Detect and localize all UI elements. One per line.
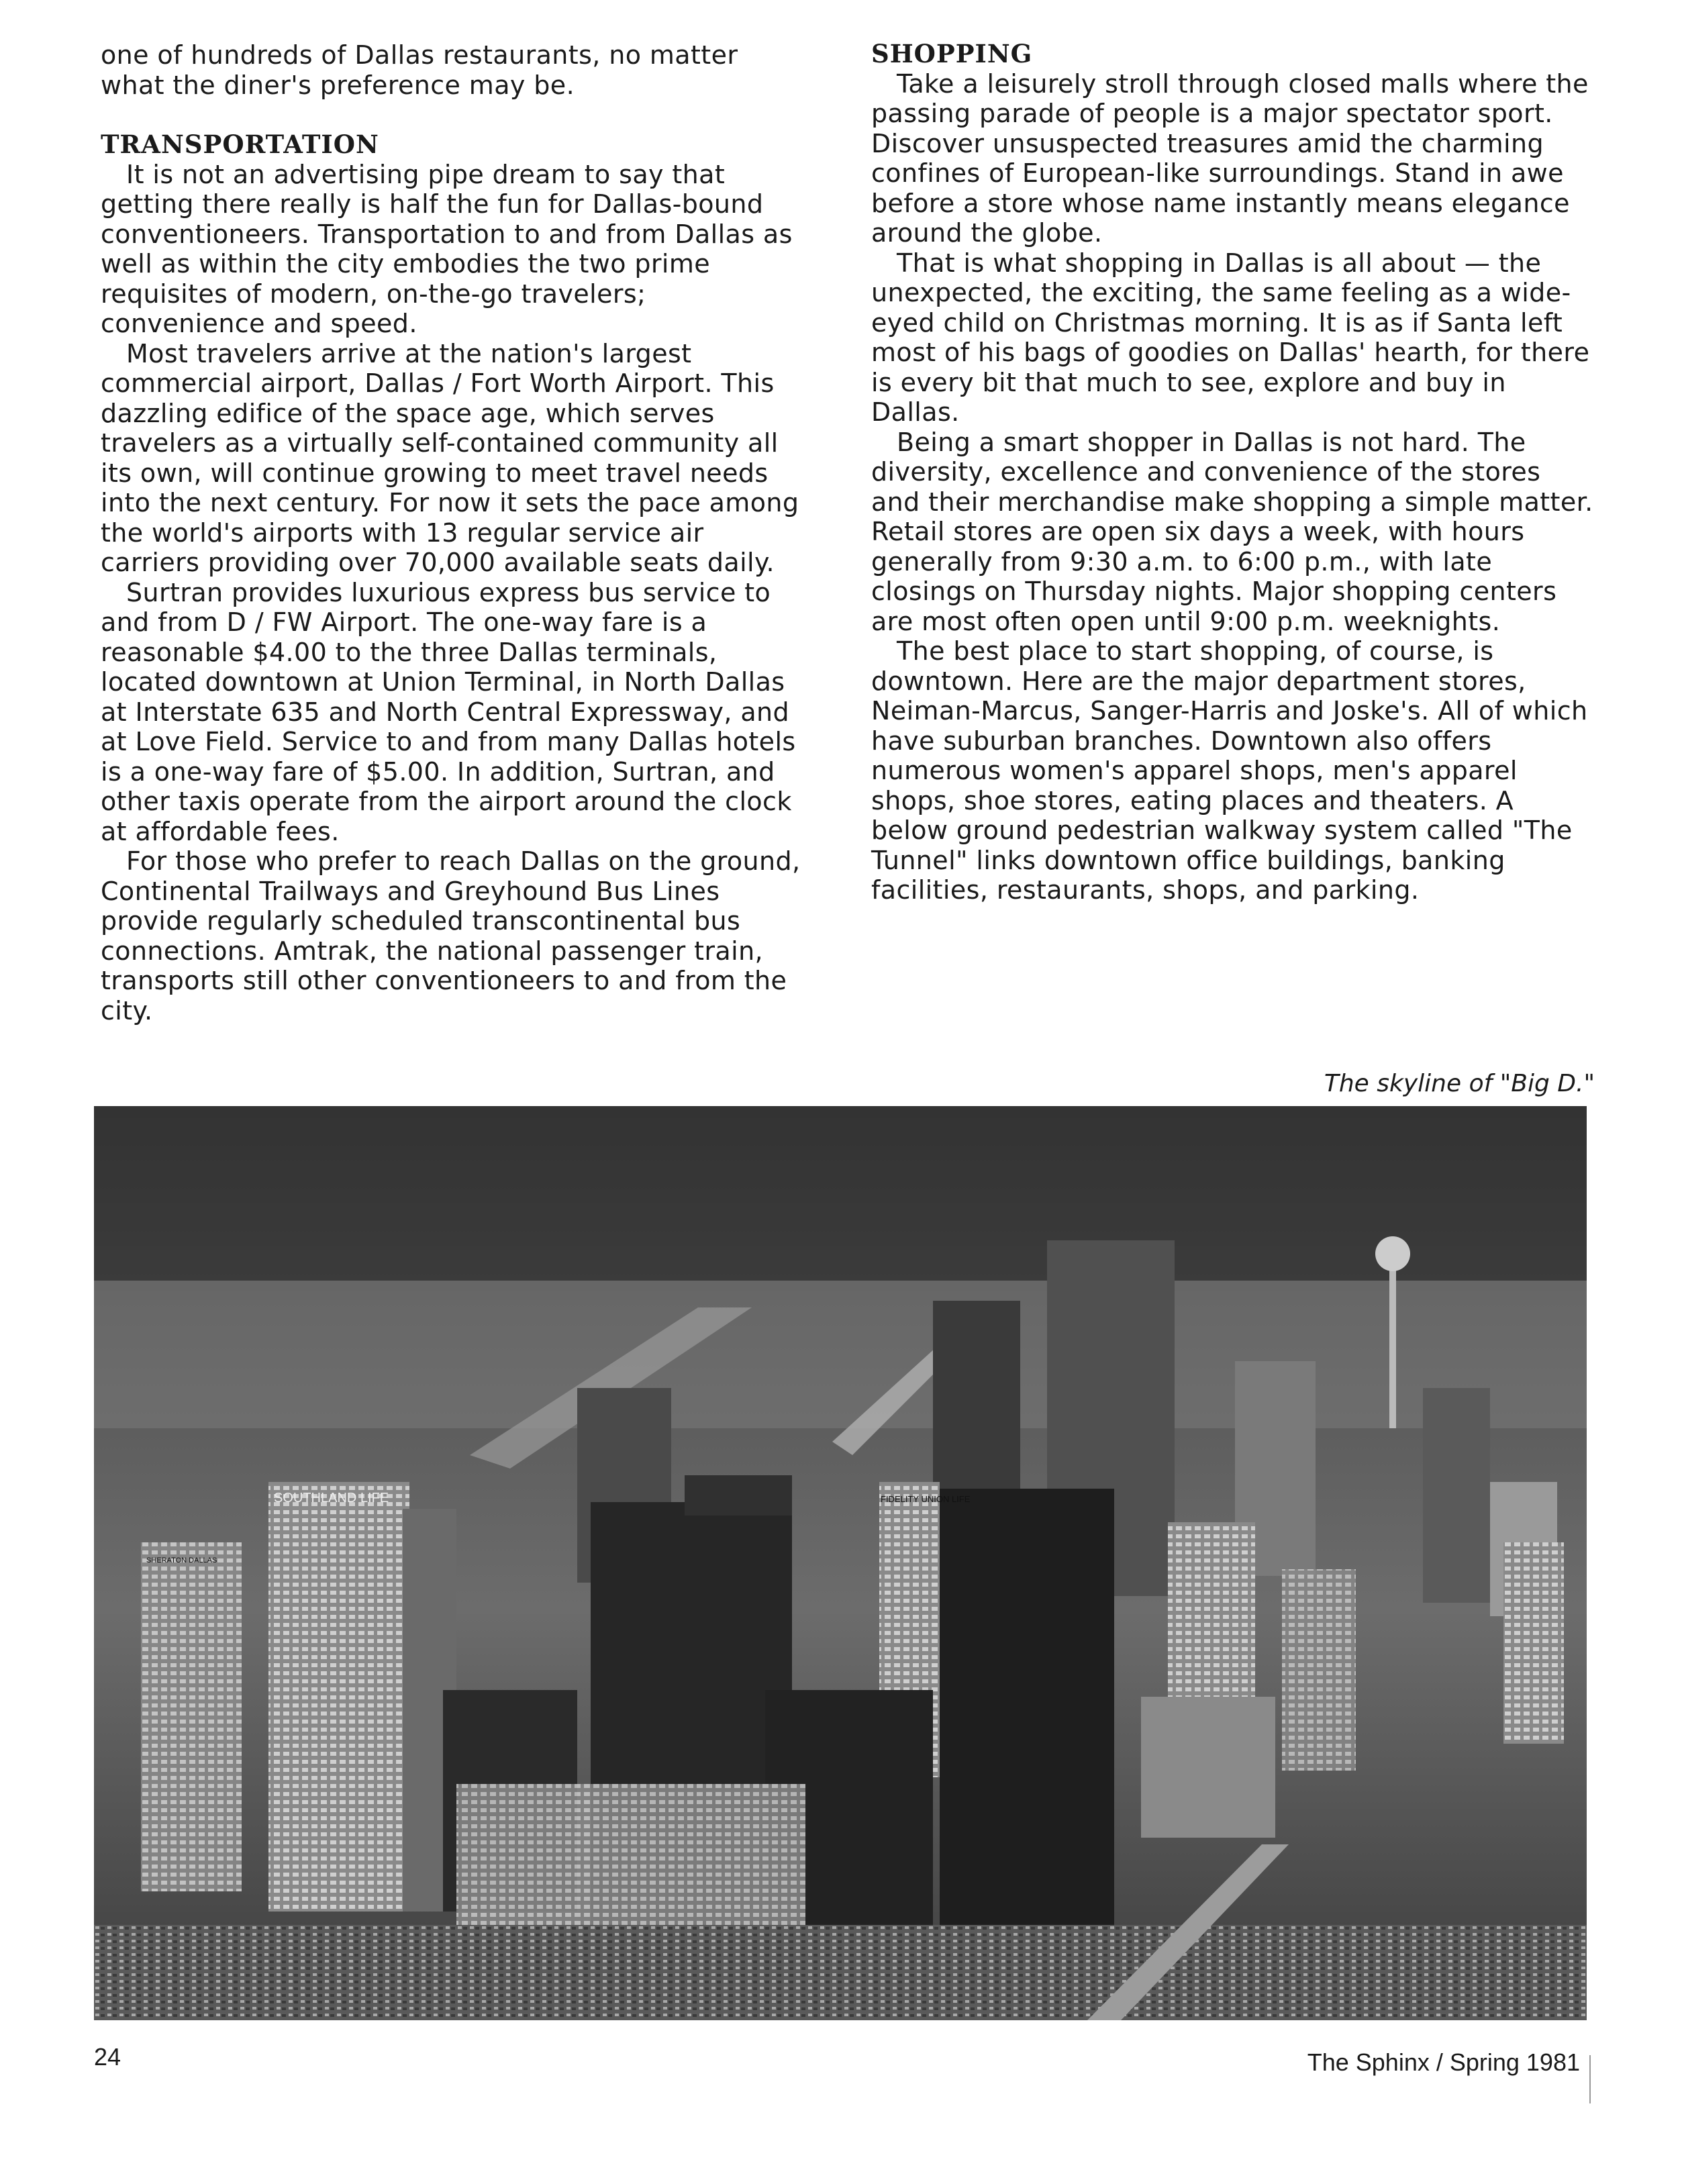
page-number: 24: [94, 2043, 121, 2071]
photo-caption: The skyline of "Big D.": [1324, 1070, 1595, 1097]
right-column: [871, 39, 1596, 905]
shopping-paragraph-3: Being a smart shopper in Dallas is not hard. The diversity, excellence and convenience of the stores and their merchandise make shopping a simple matter. Retail stores are open six days a week, with hours generally from 9:30 a.m. to 6:00 p.m., with late closings on Thursday nights. Major shopping centers are most often open until 9:00 p.m. weeknights.: [871, 427, 1593, 636]
left-column: [101, 40, 805, 1026]
transportation-heading: TRANSPORTATION: [101, 130, 379, 159]
shopping-paragraph-2: That is what shopping in Dallas is all about — the unexpected, the exciting, the same feeling as a wide-eyed child on Christmas morning. It is as if Santa left most of his bags of goodies on Dallas' hearth, for there is every bit that much to see, explore and buy in Dallas.: [871, 248, 1590, 427]
transport-paragraph-4: For those who prefer to reach Dallas on the ground, Continental Trailways and Greyhound Bus Lines provide regularly scheduled transcontinental bus connections. Amtrak, the national passenger train, transports still other conventioneers to and from the city.: [101, 846, 801, 1026]
intro-paragraph: one of hundreds of Dallas restaurants, no matter what the diner's preference may be.: [101, 40, 738, 100]
shopping-paragraph-4: The best place to start shopping, of course, is downtown. Here are the major department stores, Neiman-Marcus, Sanger-Harris and Joske's. All of which have suburban branches. Downtown also offers numerous women's apparel shops, men's apparel shops, shoe stores, eating places and theaters. A below ground pedestrian walkway system called "The Tunnel" links downtown office buildings, banking facilities, restaurants, shops, and parking.: [871, 636, 1588, 905]
dallas-skyline-photo: [94, 1106, 1587, 2020]
shopping-heading: SHOPPING: [871, 39, 1033, 68]
fidelity-union-sign: FIDELITY UNION LIFE: [881, 1494, 971, 1504]
transport-paragraph-1: It is not an advertising pipe dream to say that getting there really is half the fun for Dallas-bound conventioneers. Transportation to and from Dallas as well as within the city embodies the two prime requisites of modern, on-the-go travelers; convenience and speed.: [101, 159, 793, 338]
transport-paragraph-2: Most travelers arrive at the nation's largest commercial airport, Dallas / Fort Worth Airport. This dazzling edifice of the space age, which serves travelers as a virtually self-contained community all its own, will continue growing to meet travel needs into the next century. For now it sets the pace among the world's airports with 13 regular service air carriers providing over 70,000 available seats daily.: [101, 338, 799, 577]
transport-paragraph-3: Surtran provides luxurious express bus service to and from D / FW Airport. The one-way fare is a reasonable $4.00 to the three Dallas terminals, located downtown at Union Terminal, in North Dallas at Interstate 635 and North Central Expressway, and at Love Field. Service to and from many Dallas hotels is a one-way fare of $5.00. In addition, Surtran, and other taxis operate from the airport around the clock at affordable fees.: [101, 577, 796, 846]
publication-footer: The Sphinx / Spring 1981: [1307, 2048, 1580, 2076]
footer-rule: [1589, 2055, 1591, 2103]
sheraton-sign: SHERATON DALLAS: [146, 1556, 217, 1565]
shopping-paragraph-1: Take a leisurely stroll through closed malls where the passing parade of people is a major spectator sport. Discover unsuspected treasures amid the charming confines of European-like surroundings. Stand in awe before a store whose name instantly means elegance around the globe.: [871, 68, 1589, 248]
southland-life-sign: SOUTHLAND LIFE: [274, 1491, 389, 1505]
